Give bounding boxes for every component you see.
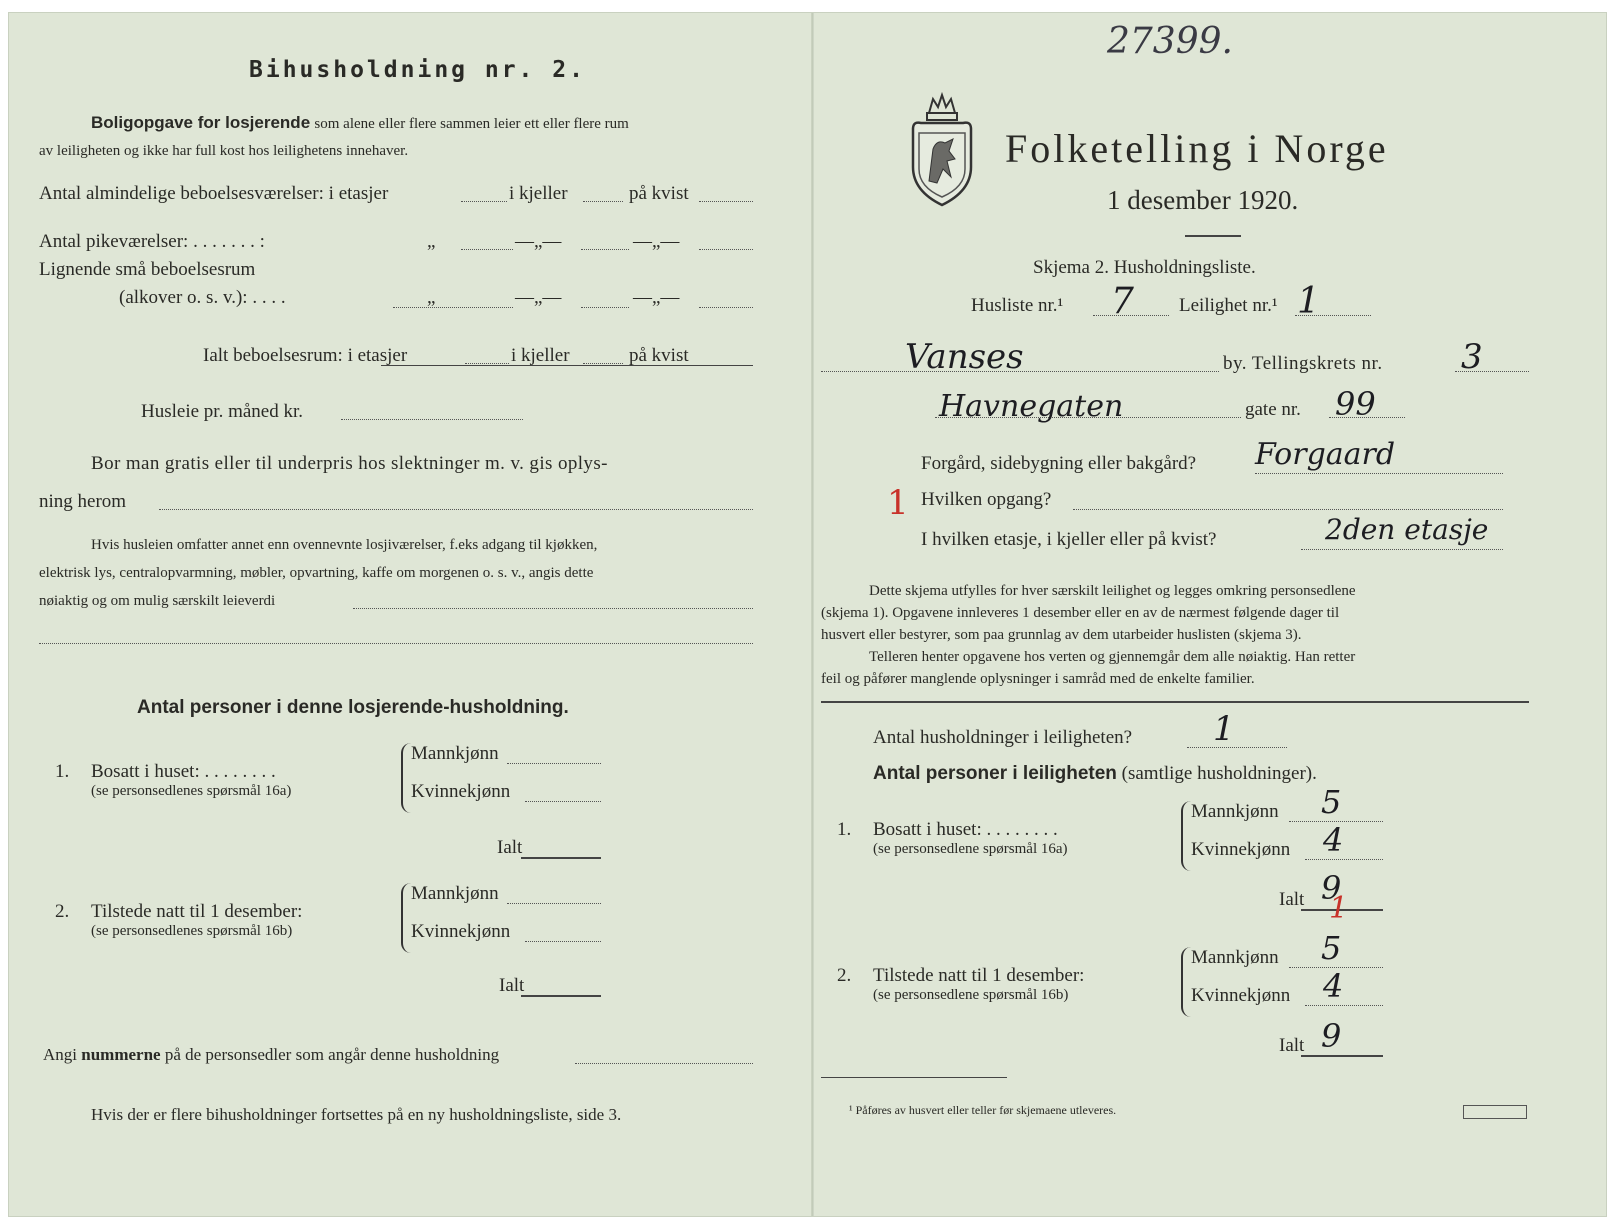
antal-kvist-field[interactable]	[699, 201, 753, 202]
l-q1-ialt-field[interactable]	[521, 857, 601, 859]
intro-line-1	[91, 113, 629, 133]
gate-value: Havnegaten	[939, 389, 1124, 424]
r-q2-label: Tilstede natt til 1 desember:	[873, 965, 1085, 986]
krets-value: 3	[1461, 337, 1483, 377]
intro-bold: Boligopgave for losjerende	[91, 113, 311, 132]
lign-label-2: (alkover o. s. v.): . . . .	[119, 287, 286, 308]
r-q2-mann-label: Mannkjønn	[1191, 947, 1279, 968]
hvis-line-2: elektrisk lys, centralopvarmning, møbler, opvartning, kaffe om morgenen o. s. v., angis dette	[39, 565, 594, 581]
antal-pers-bold: Antal personer i leiligheten	[873, 763, 1117, 784]
forgard-field[interactable]	[1255, 473, 1503, 474]
right-page	[815, 13, 1606, 1216]
antal-kvist-label: på kvist	[629, 183, 689, 204]
angi-bold: nummerne	[81, 1045, 161, 1064]
l-q2-mann-field[interactable]	[507, 903, 601, 904]
footnote: ¹ Påføres av husvert eller teller før skjemaene utleveres.	[849, 1103, 1117, 1117]
gate-nr-value: 99	[1335, 385, 1376, 423]
pike-etasjer-field[interactable]	[461, 249, 513, 250]
left-title: Bihusholdning nr. 2.	[249, 57, 586, 83]
leieverdi-field-2[interactable]	[39, 643, 753, 644]
r-q1-kvinne-value: 4	[1323, 821, 1344, 859]
l-q1-label: Bosatt i huset: . . . . . . . .	[91, 761, 276, 782]
hvis-line-3: nøiaktig og om mulig særskilt leieverdi	[39, 593, 276, 609]
ialt-etasjer-field[interactable]	[465, 363, 509, 364]
r-q1-mann-value: 5	[1321, 783, 1342, 821]
husleie-label: Husleie pr. måned kr.	[141, 401, 303, 422]
lign-ditto-3: —„—	[633, 287, 680, 308]
archive-number: 27399.	[1107, 21, 1233, 62]
r-q1-mann-label: Mannkjønn	[1191, 801, 1279, 822]
opgang-field[interactable]	[1073, 509, 1503, 510]
intro-rest: som alene eller flere sammen leier ett eller flere rum	[314, 116, 629, 132]
l-q2-ialt-label: Ialt	[499, 975, 525, 996]
l-q2-sub: (se personsedlenes spørsmål 16b)	[91, 923, 293, 939]
r-q2-brace	[1181, 947, 1191, 1017]
opgang-label: Hvilken opgang?	[921, 489, 1052, 510]
pike-kjeller-field[interactable]	[581, 249, 629, 250]
pike-ditto-2: —„—	[515, 231, 562, 252]
lign-ditto-2: —„—	[515, 287, 562, 308]
angi-line	[43, 1045, 499, 1065]
by-value: Vanses	[905, 337, 1024, 377]
section-divider	[821, 701, 1529, 703]
r-q1-kvinne-field[interactable]	[1305, 859, 1383, 860]
angi-rest: på de personsedler som angår denne husholdning	[164, 1045, 500, 1064]
red-tick-mark: 1	[887, 483, 909, 523]
leilighet-value: 1	[1297, 281, 1320, 322]
bor-field[interactable]	[159, 509, 753, 510]
ialt-kjeller-field[interactable]	[583, 363, 623, 364]
para2-line-2: feil og påfører manglende oplysninger i samråd med de enkelte familier.	[821, 671, 1255, 687]
page-fold	[811, 13, 814, 1216]
antal-hush-label: Antal husholdninger i leiligheten?	[873, 727, 1133, 748]
antal-hush-field[interactable]	[1187, 747, 1287, 748]
pike-label: Antal pikeværelser: . . . . . . . :	[39, 231, 265, 252]
footnote-rule	[821, 1077, 1007, 1078]
etasje-field[interactable]	[1301, 549, 1503, 550]
hvis-line-1: Hvis husleien omfatter annet enn ovennevnte losjiværelser, f.eks adgang til kjøkken,	[91, 537, 598, 553]
l-q2-mann-label: Mannkjønn	[411, 883, 499, 904]
gate-label: gate nr.	[1245, 399, 1301, 420]
lign-kjeller-field[interactable]	[581, 307, 629, 308]
intro-line-2: av leiligheten og ikke har full kost hos leilighetens innehaver.	[39, 143, 409, 159]
antal-label: Antal almindelige beboelsesværelser: i etasjer	[39, 183, 389, 204]
l-q2-kvinne-label: Kvinnekjønn	[411, 921, 511, 942]
r-q1-sub: (se personsedlene spørsmål 16a)	[873, 841, 1068, 857]
antal-hush-value: 1	[1213, 709, 1235, 749]
r-q1-label: Bosatt i huset: . . . . . . . .	[873, 819, 1058, 840]
antal-pers-rest: (samtlige husholdninger).	[1121, 763, 1317, 784]
husliste-label: Husliste nr.¹	[971, 295, 1064, 316]
printer-stamp	[1463, 1105, 1527, 1119]
pike-ditto: „	[427, 231, 436, 252]
angi-field[interactable]	[575, 1063, 753, 1064]
skjema-label: Skjema 2. Husholdningsliste.	[1033, 257, 1256, 278]
census-form-sheet	[8, 12, 1607, 1217]
lign-kvist-field[interactable]	[699, 307, 753, 308]
coat-of-arms-icon	[907, 89, 977, 209]
pike-kvist-field[interactable]	[699, 249, 753, 250]
l-q2-kvinne-field[interactable]	[525, 941, 601, 942]
l-q2-num: 2.	[55, 901, 70, 922]
l-q1-mann-label: Mannkjønn	[411, 743, 499, 764]
angi-pre: Angi	[43, 1045, 77, 1064]
para2-line-1: Telleren henter opgavene hos verten og gjennemgår dem alle nøiaktig. Han retter	[869, 649, 1356, 665]
antal-kjeller-field[interactable]	[583, 201, 623, 202]
title-rule	[1185, 235, 1241, 237]
bor-line-1: Bor man gratis eller til underpris hos slektninger m. v. gis oplys-	[91, 453, 608, 474]
antal-heading: Antal personer i denne losjerende-husholdning.	[137, 697, 569, 718]
r-q1-ialt-value: 9	[1321, 869, 1342, 907]
r-q1-red-mark: 1	[1329, 891, 1349, 926]
bor-line-2: ning herom	[39, 491, 127, 512]
lign-label-1: Lignende små beboelsesrum	[39, 259, 256, 280]
l-q2-label: Tilstede natt til 1 desember:	[91, 901, 303, 922]
r-q2-mann-value: 5	[1321, 929, 1342, 967]
r-q2-ialt-value: 9	[1321, 1017, 1342, 1055]
ialt-beboelse-label: Ialt beboelsesrum: i etasjer	[203, 345, 408, 366]
r-q1-brace	[1181, 801, 1191, 871]
antal-pers-line	[873, 763, 1317, 785]
l-q1-ialt-label: Ialt	[497, 837, 523, 858]
left-page	[9, 13, 815, 1216]
leieverdi-field[interactable]	[353, 608, 753, 609]
lign-etasjer-field[interactable]	[393, 307, 513, 308]
para1-line-3: husvert eller bestyrer, som paa grunnlag av dem utarbeider huslisten (skjema 3).	[821, 627, 1302, 643]
r-q1-ialt-label: Ialt	[1279, 889, 1305, 910]
by-label: by. Tellingskrets nr.	[1223, 353, 1383, 374]
l-q1-brace	[401, 743, 411, 813]
r-q2-sub: (se personsedlene spørsmål 16b)	[873, 987, 1069, 1003]
r-q2-num: 2.	[837, 965, 852, 986]
census-date: 1 desember 1920.	[1107, 185, 1299, 215]
pike-ditto-3: —„—	[633, 231, 680, 252]
forgard-value: Forgaard	[1255, 437, 1396, 472]
l-q2-brace	[401, 883, 411, 953]
ialt-kjeller-label: i kjeller	[511, 345, 570, 366]
ialt-kvist-label: på kvist	[629, 345, 689, 366]
para1-line-1: Dette skjema utfylles for hver særskilt leilighet og legges omkring personsedlene	[869, 583, 1356, 599]
r-q1-num: 1.	[837, 819, 852, 840]
antal-kjeller-label: i kjeller	[509, 183, 568, 204]
l-q1-kvinne-label: Kvinnekjønn	[411, 781, 511, 802]
l-q1-num: 1.	[55, 761, 70, 782]
r-q2-kvinne-label: Kvinnekjønn	[1191, 985, 1291, 1006]
l-q1-sub: (se personsedlenes spørsmål 16a)	[91, 783, 292, 799]
forgard-label: Forgård, sidebygning eller bakgård?	[921, 453, 1197, 474]
right-title: Folketelling i Norge	[1005, 126, 1389, 171]
l-q1-kvinne-field[interactable]	[525, 801, 601, 802]
r-q2-ialt-field[interactable]	[1301, 1055, 1383, 1057]
etasje-label: I hvilken etasje, i kjeller eller på kvist?	[921, 529, 1217, 550]
r-q1-kvinne-label: Kvinnekjønn	[1191, 839, 1291, 860]
left-footer: Hvis der er flere bihusholdninger fortsettes på en ny husholdningsliste, side 3.	[91, 1105, 622, 1124]
r-q2-ialt-label: Ialt	[1279, 1035, 1305, 1056]
husliste-value: 7	[1111, 281, 1134, 322]
r-q2-kvinne-value: 4	[1323, 967, 1344, 1005]
l-q2-ialt-field[interactable]	[521, 995, 601, 997]
leilighet-label: Leilighet nr.¹	[1179, 295, 1278, 316]
husleie-field[interactable]	[341, 419, 523, 420]
lign-ditto: „	[427, 287, 436, 308]
r-q2-kvinne-field[interactable]	[1305, 1005, 1383, 1006]
l-q1-mann-field[interactable]	[507, 763, 601, 764]
etasje-value: 2den etasje	[1325, 513, 1489, 546]
para1-line-2: (skjema 1). Opgavene innleveres 1 desember eller en av de nærmest følgende dager til	[821, 605, 1340, 621]
antal-etasjer-field[interactable]	[461, 201, 507, 202]
